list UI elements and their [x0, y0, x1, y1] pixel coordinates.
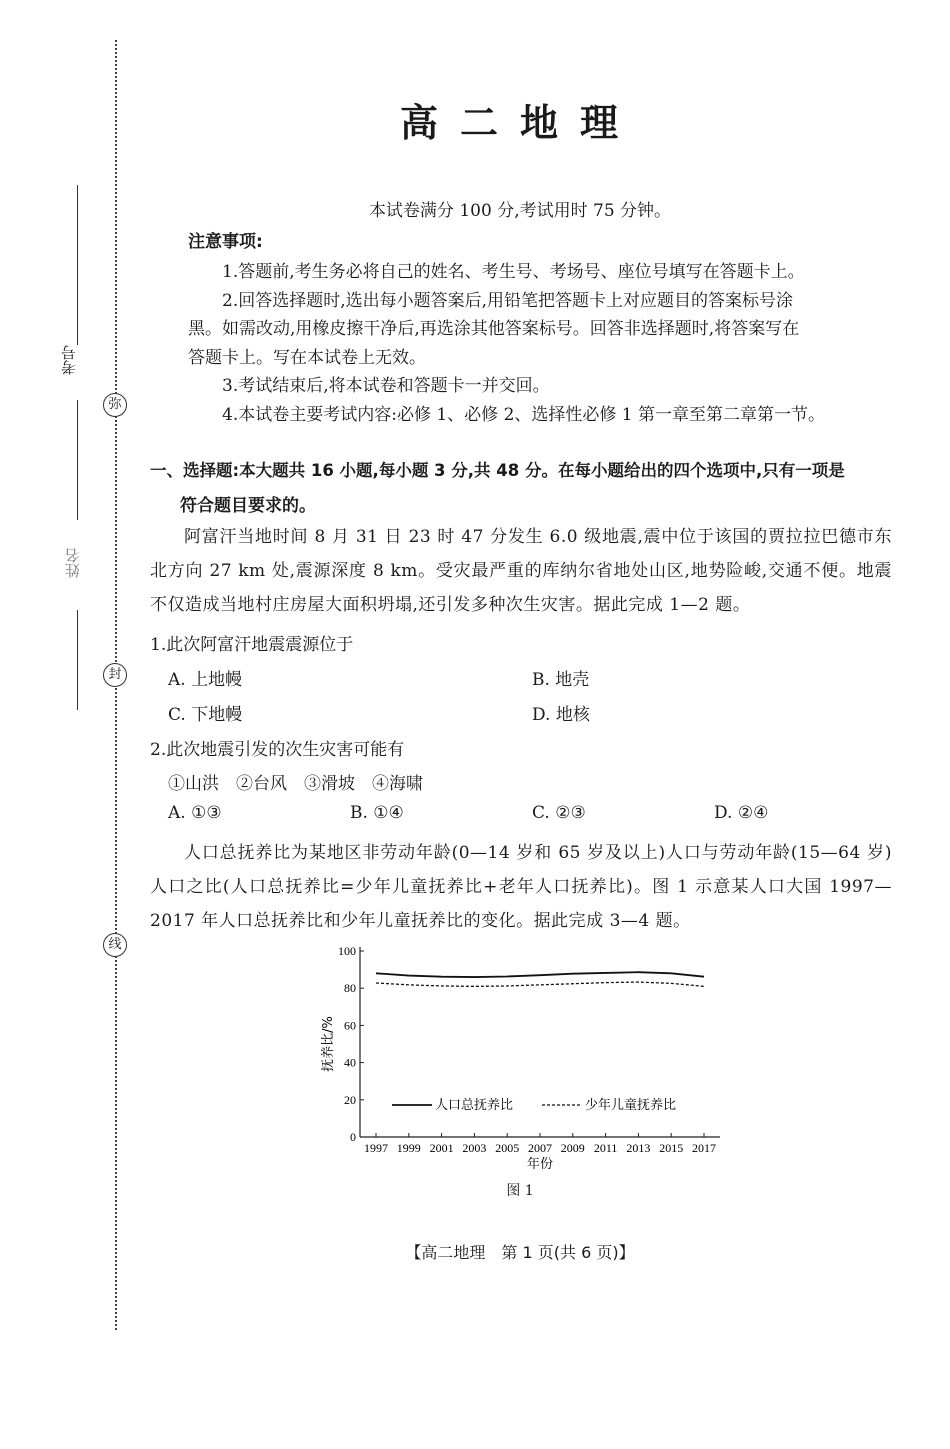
q2-option-d: D. ②④	[714, 803, 769, 823]
figure-caption: 图 1	[506, 1183, 534, 1199]
x-tick-label: 1999	[396, 1141, 421, 1155]
xingming-fill-line	[77, 610, 78, 710]
x-tick-label: 2009	[560, 1141, 585, 1155]
x-tick-label: 2015	[659, 1141, 684, 1155]
q2-option-a: A. ①③	[168, 803, 222, 823]
x-tick-label: 2001	[429, 1141, 454, 1155]
x-tick-label: 2003	[462, 1141, 487, 1155]
q2-stem: 2.此次地震引发的次生灾害可能有	[150, 740, 405, 760]
q2-option-b: B. ①④	[350, 803, 404, 823]
notice-heading: 注意事项:	[188, 232, 263, 252]
notice-item-2-cont: 黑。如需改动,用橡皮擦干净后,再选涂其他答案标号。回答非选择题时,将答案写在	[188, 319, 800, 339]
x-axis-label: 年份	[526, 1157, 554, 1172]
notice-item-1: 1.答题前,考生务必将自己的姓名、考生号、考场号、座位号填写在答题卡上。	[222, 262, 805, 282]
x-tick-label: 2005	[495, 1141, 520, 1155]
y-tick-label: 40	[344, 1055, 356, 1070]
x-tick-label: 2011	[593, 1141, 618, 1155]
upper-fill-line	[77, 400, 78, 520]
x-tick-label: 1997	[364, 1141, 388, 1155]
y-axis-label: 抚养比/%	[321, 1016, 336, 1072]
x-tick-label: 2007	[528, 1141, 552, 1155]
page-title: 高二地理	[399, 101, 640, 145]
seal-feng: 封	[103, 663, 127, 687]
seal-mi: 弥	[103, 393, 127, 417]
q2-option-c: C. ②③	[532, 803, 586, 823]
y-tick-label: 60	[344, 1018, 356, 1033]
section-heading-1: 一、选择题:本大题共 16 小题,每小题 3 分,共 48 分。在每小题给出的四个选项中,只有一项是	[150, 461, 845, 480]
section-heading-2: 符合题目要求的。	[180, 496, 316, 516]
q1-option-c: C. 下地幔	[168, 705, 243, 725]
x-tick-label: 2013	[626, 1141, 651, 1155]
notice-item-2: 2.回答选择题时,选出每小题答案后,用铅笔把答题卡上对应题目的答案标号涂	[222, 291, 794, 311]
y-tick-label: 100	[338, 944, 356, 958]
y-tick-label: 20	[344, 1092, 356, 1107]
legend-label: 人口总抚养比	[435, 1098, 514, 1113]
total-dependency-line	[376, 972, 704, 977]
passage-dependency-ratio: 人口总抚养比为某地区非劳动年龄(0—14 岁和 65 岁及以上)人口与劳动年龄(15—64 岁)人口之比(人口总抚养比=少年儿童抚养比+老年人口抚养比)。图 1 示意某人口大国 1997—2017 年人口总抚养比和少年儿童抚养比的变化。据此完成 3—4 题。	[150, 843, 892, 931]
y-tick-label: 0	[350, 1130, 356, 1144]
youth-dependency-line	[376, 982, 704, 986]
notice-item-3: 3.考试结束后,将本试卷和答题卡一并交回。	[222, 376, 550, 396]
xingming-label: 姓名	[64, 548, 82, 578]
notice-item-2-end: 答题卡上。写在本试卷上无效。	[188, 348, 426, 368]
score-line: 本试卷满分 100 分,考试用时 75 分钟。	[368, 201, 672, 221]
passage-earthquake: 阿富汗当地时间 8 月 31 日 23 时 47 分发生 6.0 级地震,震中位于该国的贾拉拉巴德市东北方向 27 km 处,震源深度 8 km。受灾最严重的库纳尔省地处山区,地势险峻,交通不便。地震不仅造成当地村庄房屋大面积坍塌,还引发多种次生灾害。据此完成 1—2 题。	[150, 527, 892, 615]
page-footer: 【高二地理 第 1 页(共 6 页)】	[405, 1243, 635, 1262]
dependency-ratio-chart	[300, 935, 740, 1175]
q2-items: ①山洪 ②台风 ③滑坡 ④海啸	[168, 774, 423, 794]
y-tick-label: 80	[344, 981, 356, 996]
kaohao-label: 考号	[60, 345, 78, 375]
q1-stem: 1.此次阿富汗地震震源位于	[150, 635, 354, 655]
legend-label: 少年儿童抚养比	[585, 1098, 677, 1113]
seal-xian: 线	[103, 933, 127, 957]
notice-item-4: 4.本试卷主要考试内容:必修 1、必修 2、选择性必修 1 第一章至第二章第一节。	[222, 405, 826, 425]
q1-option-a: A. 上地幔	[168, 670, 243, 690]
x-tick-label: 2017	[692, 1141, 716, 1155]
q1-option-b: B. 地壳	[532, 670, 590, 690]
q1-option-d: D. 地核	[532, 705, 590, 725]
